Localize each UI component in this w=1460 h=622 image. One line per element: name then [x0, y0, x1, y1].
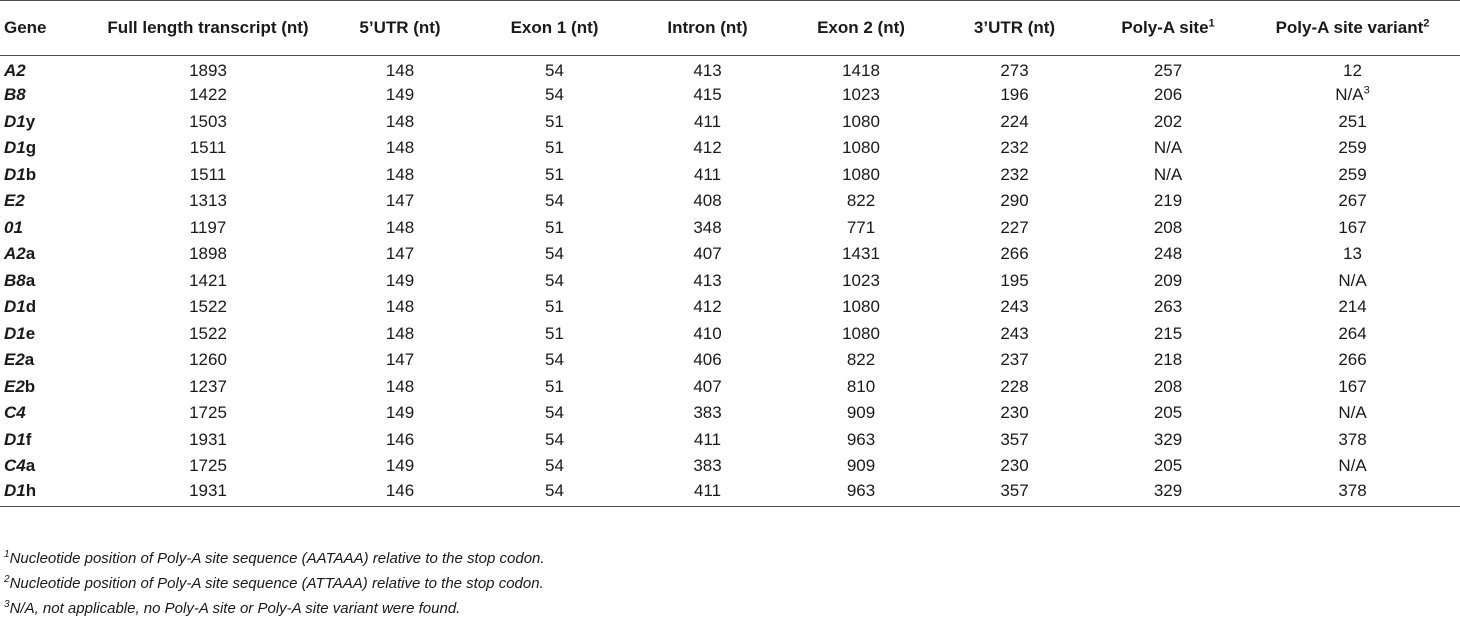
gene-suffix: a: [25, 456, 36, 476]
polya-variant-value: N/A: [1338, 270, 1367, 290]
cell-3utr: 290: [1000, 191, 1029, 211]
cell-exon2: 909: [846, 403, 876, 423]
cell-polya-site: 219: [1153, 191, 1183, 211]
cell-exon1: 51: [545, 138, 564, 158]
table-row: [0, 453, 1460, 480]
header-polya-variant: [1245, 1, 1460, 56]
cell-5utr: 147: [385, 244, 415, 264]
table-row: [0, 215, 1460, 242]
table-row: [0, 162, 1460, 189]
cell-3utr: 232: [1000, 164, 1029, 184]
cell-exon1: 54: [478, 480, 631, 507]
cell-gene: [0, 162, 94, 189]
footnote-mark: 3: [4, 599, 10, 610]
cell-full-length: 1893: [189, 61, 227, 80]
cell-full-length: 1422: [189, 85, 227, 105]
cell-polya-site: 329: [1091, 480, 1245, 507]
polya-variant-value: 167: [1338, 217, 1367, 237]
table-row: [0, 480, 1460, 507]
footnote-text: Nucleotide position of Poly-A site sequence (AATAAA) relative to the stop codon.: [9, 550, 545, 567]
cell-5utr: 147: [385, 191, 415, 211]
gene-name: C4: [4, 403, 26, 423]
cell-gene: [0, 347, 94, 374]
cell-exon2: 909: [846, 456, 876, 476]
gene-name: E2: [4, 350, 25, 370]
cell-intron: 383: [693, 456, 722, 476]
gene-suffix: b: [24, 376, 36, 396]
polya-variant-value: 12: [1343, 61, 1362, 80]
cell-full-length: 1931: [94, 480, 322, 507]
polya-variant-value: 13: [1343, 244, 1362, 264]
polya-variant-value: 167: [1338, 376, 1367, 396]
table-row: [0, 400, 1460, 427]
cell-polya-site: 218: [1153, 350, 1183, 370]
polya-variant-value: 378: [1338, 429, 1367, 449]
cell-gene: [0, 188, 94, 215]
cell-gene: [0, 241, 94, 268]
gene-name: D1: [4, 323, 26, 343]
cell-exon1: 54: [545, 350, 564, 370]
cell-gene: [0, 268, 94, 295]
cell-gene: [0, 453, 94, 480]
footnote-mark: 2: [1423, 17, 1430, 30]
polya-variant-value: 267: [1338, 191, 1367, 211]
cell-5utr: 146: [385, 429, 415, 449]
cell-exon2: 822: [846, 350, 876, 370]
footnote: [4, 571, 545, 596]
cell-intron: 407: [693, 244, 722, 264]
cell-polya-site: 208: [1153, 376, 1183, 396]
cell-exon1: 54: [545, 61, 564, 80]
cell-exon1: 51: [545, 217, 564, 237]
cell-intron: 411: [693, 164, 722, 184]
cell-exon1: 54: [545, 191, 564, 211]
footnote-text: Nucleotide position of Poly-A site sequence (ATTAAA) relative to the stop codon.: [9, 575, 544, 592]
cell-3utr: 228: [1000, 376, 1029, 396]
cell-full-length: 1511: [189, 164, 227, 184]
cell-intron: 412: [693, 138, 722, 158]
cell-intron: 406: [693, 350, 722, 370]
table-row: [0, 241, 1460, 268]
cell-gene: [0, 215, 94, 242]
table-row: [0, 135, 1460, 162]
cell-polya-site: 248: [1153, 244, 1183, 264]
cell-polya-site: N/A: [1153, 138, 1183, 158]
gene-suffix: f: [25, 429, 32, 449]
cell-polya-variant: [1245, 374, 1460, 401]
cell-5utr: 148: [385, 217, 415, 237]
cell-gene: [0, 480, 94, 507]
footnote-mark: 3: [1363, 84, 1370, 97]
cell-intron: 408: [693, 191, 722, 211]
cell-gene: [0, 82, 94, 109]
cell-polya-variant: [1245, 135, 1460, 162]
cell-exon2: 1080: [842, 164, 880, 184]
gene-suffix: b: [25, 164, 37, 184]
table-row: [0, 188, 1460, 215]
polya-variant-value: N/A: [1335, 85, 1364, 105]
gene-name: D1: [4, 164, 26, 184]
cell-3utr: 195: [1000, 270, 1029, 290]
table-row: [0, 427, 1460, 454]
cell-exon2: 963: [784, 480, 938, 507]
polya-variant-value: 214: [1338, 297, 1367, 317]
cell-polya-variant: [1245, 188, 1460, 215]
cell-3utr: 266: [1000, 244, 1029, 264]
gene-suffix: e: [25, 323, 36, 343]
cell-intron: 411: [631, 480, 784, 507]
gene-suffix: y: [25, 111, 36, 131]
gene-suffix: d: [25, 297, 37, 317]
cell-intron: 383: [693, 403, 722, 423]
cell-exon1: 54: [545, 270, 564, 290]
gene-name: 01: [4, 217, 23, 237]
gene-name: A2: [4, 61, 26, 80]
cell-polya-variant: [1245, 347, 1460, 374]
gene-name: B8: [4, 270, 26, 290]
table-body: [0, 56, 1460, 507]
cell-5utr: 149: [385, 270, 415, 290]
table-row: [0, 347, 1460, 374]
cell-exon2: 810: [846, 376, 876, 396]
polya-variant-value: 266: [1338, 350, 1367, 370]
polya-variant-value: 251: [1338, 111, 1367, 131]
cell-intron: 412: [693, 297, 722, 317]
cell-5utr: 148: [385, 376, 415, 396]
footnote-text: N/A, not applicable, no Poly-A site or Poly-A site variant were found.: [9, 600, 461, 617]
cell-exon1: 51: [545, 323, 564, 343]
footnote-mark: 1: [4, 549, 10, 560]
cell-gene: [0, 294, 94, 321]
cell-exon2: 963: [846, 429, 876, 449]
cell-polya-variant: [1245, 56, 1460, 83]
cell-5utr: 148: [385, 323, 415, 343]
cell-gene: [0, 374, 94, 401]
cell-exon1: 51: [545, 164, 564, 184]
footnote-mark: 1: [1208, 17, 1215, 30]
cell-intron: 413: [693, 61, 722, 80]
cell-3utr: 230: [1000, 456, 1029, 476]
cell-full-length: 1313: [189, 191, 227, 211]
table-row: [0, 268, 1460, 295]
header-polya-site: [1091, 1, 1245, 56]
cell-3utr: 357: [1000, 429, 1029, 449]
cell-polya-site: 209: [1153, 270, 1183, 290]
table-row: [0, 56, 1460, 83]
cell-3utr: 237: [1000, 350, 1029, 370]
polya-variant-value: 264: [1338, 323, 1367, 343]
cell-3utr: 227: [1000, 217, 1029, 237]
cell-full-length: 1725: [189, 456, 227, 476]
cell-5utr: 148: [385, 111, 415, 131]
gene-name: E2: [4, 191, 25, 211]
gene-name: D1: [4, 297, 26, 317]
polya-variant-value: 259: [1338, 138, 1367, 158]
cell-polya-variant: [1245, 453, 1460, 480]
cell-polya-site: N/A: [1153, 164, 1183, 184]
header-gene: Gene: [0, 1, 94, 56]
cell-polya-variant: [1245, 215, 1460, 242]
cell-exon1: 54: [545, 456, 564, 476]
cell-full-length: 1522: [189, 323, 227, 343]
cell-polya-site: 208: [1153, 217, 1183, 237]
cell-exon2: 822: [846, 191, 876, 211]
cell-intron: 410: [693, 323, 722, 343]
cell-polya-site: 215: [1153, 323, 1183, 343]
table-row: [0, 82, 1460, 109]
gene-name: D1: [4, 480, 26, 500]
cell-intron: 411: [693, 429, 722, 449]
footnote-mark: 2: [4, 574, 10, 585]
cell-polya-variant: [1245, 109, 1460, 136]
cell-exon2: 1080: [842, 297, 880, 317]
cell-gene: [0, 56, 94, 83]
cell-polya-site: 329: [1153, 429, 1183, 449]
cell-3utr: 243: [1000, 297, 1029, 317]
cell-exon2: 1080: [842, 323, 880, 343]
cell-polya-site: 205: [1153, 456, 1183, 476]
gene-name: C4: [4, 456, 26, 476]
gene-name: D1: [4, 138, 26, 158]
cell-polya-variant: [1245, 321, 1460, 348]
cell-exon2: 1023: [842, 85, 880, 105]
cell-intron: 415: [693, 85, 722, 105]
gene-name: D1: [4, 111, 26, 131]
cell-5utr: 149: [385, 85, 415, 105]
table-row: [0, 109, 1460, 136]
table-row: [0, 321, 1460, 348]
cell-full-length: 1260: [189, 350, 227, 370]
cell-polya-site: 257: [1153, 61, 1183, 80]
header-polya-label: Poly-A site: [1121, 18, 1209, 37]
header-exon2: Exon 2 (nt): [784, 1, 938, 56]
cell-3utr: 273: [1000, 61, 1029, 80]
cell-intron: 407: [693, 376, 722, 396]
cell-polya-variant: [1245, 162, 1460, 189]
cell-5utr: 149: [385, 403, 415, 423]
polya-variant-value: 259: [1338, 164, 1367, 184]
cell-3utr: 357: [938, 480, 1091, 507]
cell-full-length: 1725: [189, 403, 227, 423]
cell-gene: [0, 321, 94, 348]
gene-name: B8: [4, 85, 26, 105]
cell-exon1: 51: [545, 111, 564, 131]
cell-exon2: 1080: [842, 111, 880, 131]
cell-exon2: 771: [846, 217, 876, 237]
cell-intron: 348: [693, 217, 722, 237]
header-intron: Intron (nt): [631, 1, 784, 56]
cell-polya-variant: [1245, 427, 1460, 454]
cell-5utr: 146: [322, 480, 478, 507]
cell-polya-variant: [1245, 480, 1460, 507]
header-3utr: 3’UTR (nt): [938, 1, 1091, 56]
cell-exon2: 1418: [842, 61, 880, 80]
cell-gene: [0, 109, 94, 136]
cell-intron: 413: [693, 270, 722, 290]
cell-full-length: 1511: [189, 138, 227, 158]
cell-polya-variant: [1245, 400, 1460, 427]
polya-variant-value: 378: [1338, 480, 1367, 500]
cell-3utr: 232: [1000, 138, 1029, 158]
gene-name: D1: [4, 429, 26, 449]
cell-5utr: 147: [385, 350, 415, 370]
cell-5utr: 148: [385, 138, 415, 158]
cell-3utr: 243: [1000, 323, 1029, 343]
cell-exon1: 51: [545, 376, 564, 396]
cell-intron: 411: [693, 111, 722, 131]
cell-gene: [0, 427, 94, 454]
gene-suffix: a: [24, 350, 35, 370]
gene-name: A2: [4, 244, 26, 264]
footnote: [4, 596, 545, 621]
cell-exon2: 1080: [842, 138, 880, 158]
cell-exon1: 54: [545, 244, 564, 264]
header-exon1: Exon 1 (nt): [478, 1, 631, 56]
cell-polya-variant: [1245, 294, 1460, 321]
table-footnotes: [4, 546, 545, 621]
cell-5utr: 148: [385, 61, 415, 80]
cell-gene: [0, 400, 94, 427]
cell-full-length: 1197: [189, 217, 227, 237]
cell-full-length: 1522: [189, 297, 227, 317]
cell-5utr: 148: [385, 164, 415, 184]
gene-suffix: a: [25, 244, 36, 264]
cell-exon1: 51: [545, 297, 564, 317]
cell-polya-site: 206: [1153, 85, 1183, 105]
table-header: [0, 1, 1460, 56]
header-polya-variant-label: Poly-A site variant: [1275, 18, 1424, 37]
cell-polya-site: 202: [1153, 111, 1183, 131]
cell-exon2: 1431: [842, 244, 880, 264]
cell-polya-site: 263: [1153, 297, 1183, 317]
cell-full-length: 1237: [189, 376, 227, 396]
cell-polya-variant: [1245, 82, 1460, 109]
cell-exon1: 54: [545, 403, 564, 423]
cell-gene: [0, 135, 94, 162]
footnote: [4, 546, 545, 571]
header-row: [0, 1, 1460, 56]
cell-exon2: 1023: [842, 270, 880, 290]
cell-full-length: 1503: [189, 111, 227, 131]
table-row: [0, 374, 1460, 401]
cell-polya-variant: [1245, 241, 1460, 268]
gene-suffix: g: [25, 138, 37, 158]
cell-full-length: 1421: [189, 270, 227, 290]
cell-polya-site: 205: [1153, 403, 1183, 423]
gene-suffix: a: [25, 270, 36, 290]
cell-3utr: 196: [1000, 85, 1029, 105]
cell-exon1: 54: [545, 85, 564, 105]
cell-5utr: 148: [385, 297, 415, 317]
cell-3utr: 224: [1000, 111, 1029, 131]
polya-variant-value: N/A: [1338, 456, 1367, 476]
polya-variant-value: N/A: [1338, 403, 1367, 423]
cell-exon1: 54: [545, 429, 564, 449]
cell-3utr: 230: [1000, 403, 1029, 423]
cell-polya-variant: [1245, 268, 1460, 295]
header-5utr: 5’UTR (nt): [322, 1, 478, 56]
cell-full-length: 1931: [189, 429, 227, 449]
header-full-length: Full length transcript (nt): [94, 1, 322, 56]
cell-full-length: 1898: [189, 244, 227, 264]
table-row: [0, 294, 1460, 321]
gene-suffix: h: [25, 480, 37, 500]
cell-5utr: 149: [385, 456, 415, 476]
gene-name: E2: [4, 376, 25, 396]
